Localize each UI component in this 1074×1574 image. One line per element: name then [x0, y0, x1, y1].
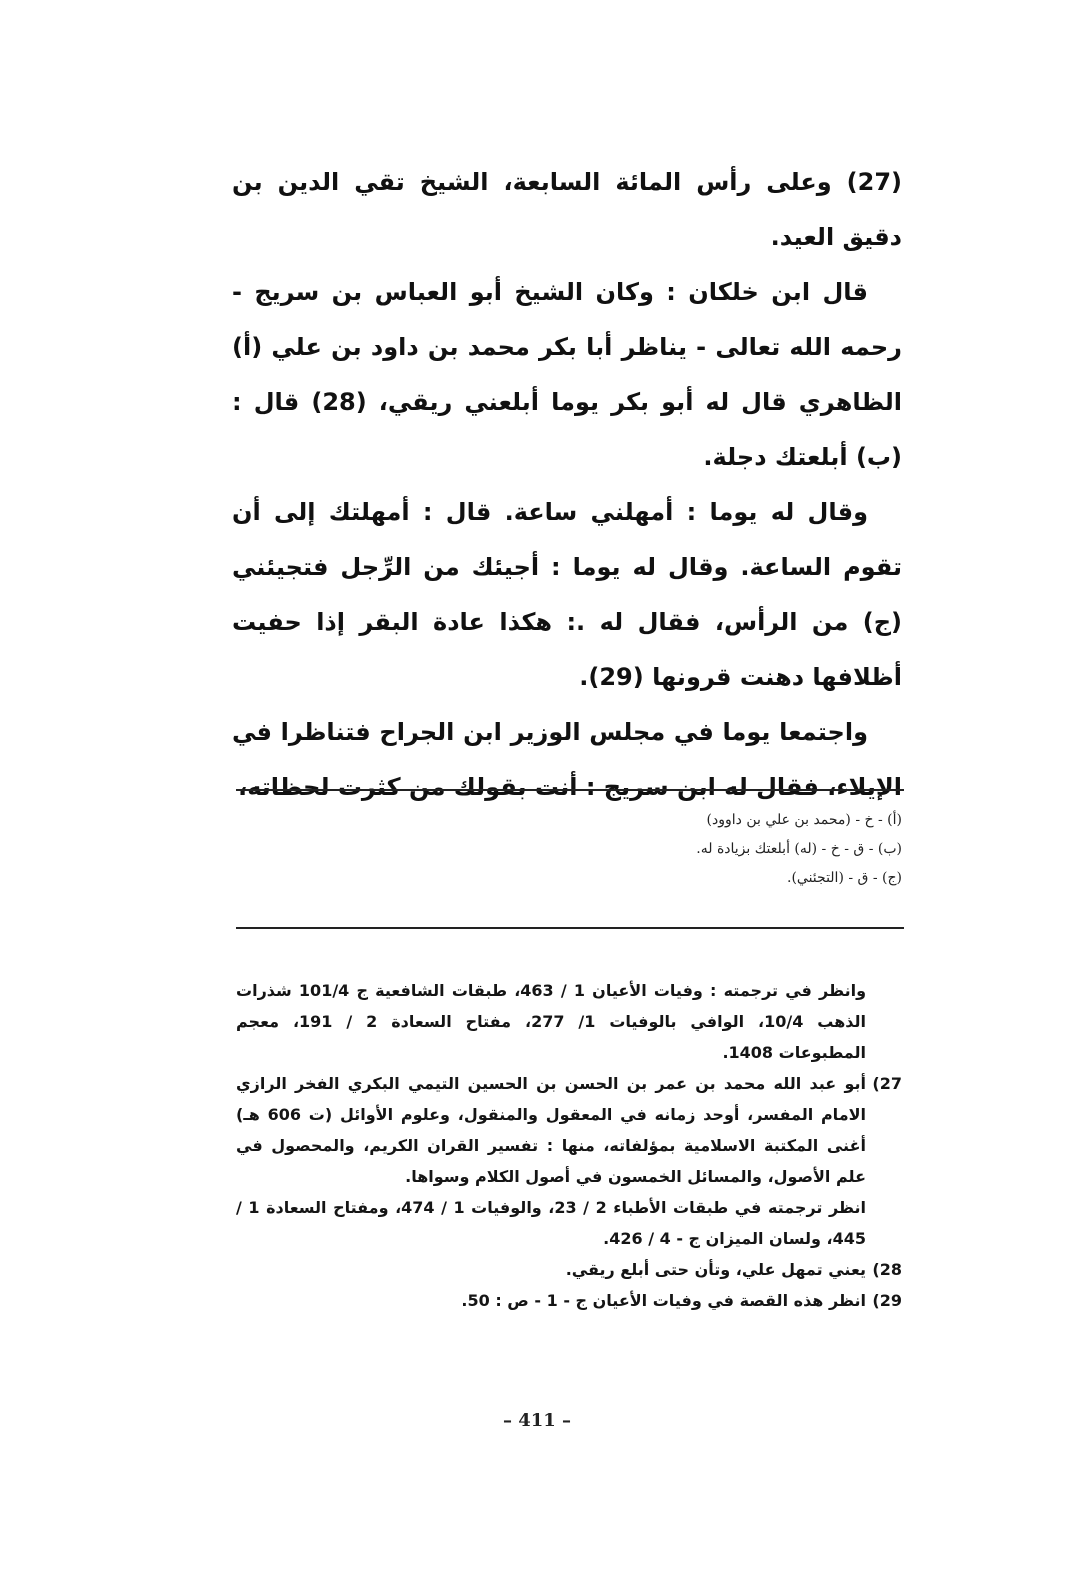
- reference-text-continued: انظر ترجمته في طبقات الأطباء 2 / 23، والوفيات 1 / 474، ومفتاح السعادة 1 / 445، ولسان الميزان ج - 4 / 426.: [236, 1198, 866, 1248]
- reference-28: [236, 1254, 902, 1285]
- reference-27: [236, 1068, 902, 1254]
- reference-notes: [236, 975, 902, 1316]
- main-paragraph-1: (27) وعلى رأس المائة السابعة، الشيخ تقي الدين بن دقيق العيد.: [232, 168, 902, 251]
- variant-note: (أ) - خ - (محمد بن علي بن داوود): [706, 812, 902, 828]
- main-text: [232, 155, 902, 815]
- reference-number: 29): [872, 1291, 902, 1310]
- reference-text: انظر هذه القصة في وفيات الأعيان ج - 1 - ص : 50.: [461, 1291, 866, 1310]
- main-paragraph-2: قال ابن خلكان : وكان الشيخ أبو العباس بن سريج - رحمه الله تعالى - يناظر أبا بكر محمد بن داود بن علي (أ) الظاهري قال له أبو بكر يوما أبلعني ريقي، (28) قال : (ب) أبلعتك دجلة.: [232, 278, 903, 471]
- reference-number: 28): [872, 1260, 902, 1279]
- variant-note: (ب) - ق - خ - (له) أبلعتك بزيادة له.: [696, 841, 902, 857]
- footnote-divider-bottom: [236, 927, 904, 929]
- main-paragraph-4: واجتمعا يوما في مجلس الوزير ابن الجراح فتناظرا في الإيلاء، فقال له ابن سريج : أنت بقولك من كثرت لحظاته،: [232, 718, 902, 801]
- variant-notes: [580, 806, 902, 893]
- reference-number: 27): [872, 1074, 902, 1093]
- reference-text: يعني تمهل علي، وتأن حتى أبلع ريقي.: [565, 1260, 866, 1279]
- reference-29: [236, 1285, 902, 1316]
- reference-text: أبو عبد الله محمد بن عمر بن الحسن بن الحسين التيمي البكري الفخر الرازي الامام المفسر، أوحد زمانه في المعقول والمنقول، وعلوم الأوائل (ت 606 هـ) أغنى المكتبة الاسلامية بمؤلفاته، منها : تفسير القران الكريم، والمحصول في علم الأصول، والمسائل الخمسون في أصول الكلام وسواها.: [236, 1074, 866, 1186]
- page-number: – 411 –: [502, 1410, 572, 1431]
- footnote-divider-top: [236, 789, 904, 791]
- reference-lead: وانظر في ترجمته : وفيات الأعيان 1 / 463، طبقات الشافعية ج 101/4 شذرات الذهب 10/4، الوافي بالوفيات 1/ 277، مفتاح السعادة 2 / 191، معجم المطبوعات 1408.: [236, 981, 867, 1062]
- main-paragraph-3: وقال له يوما : أمهلني ساعة. قال : أمهلتك إلى أن تقوم الساعة. وقال له يوما : أجيئك من الرِّجل فتجيئني (ج) من الرأس، فقال له .: هكذا عادة البقر إذا حفيت أظلافها دهنت قرونها (29).: [232, 498, 902, 691]
- variant-note: (ج) - ق - (التجئني).: [787, 870, 902, 886]
